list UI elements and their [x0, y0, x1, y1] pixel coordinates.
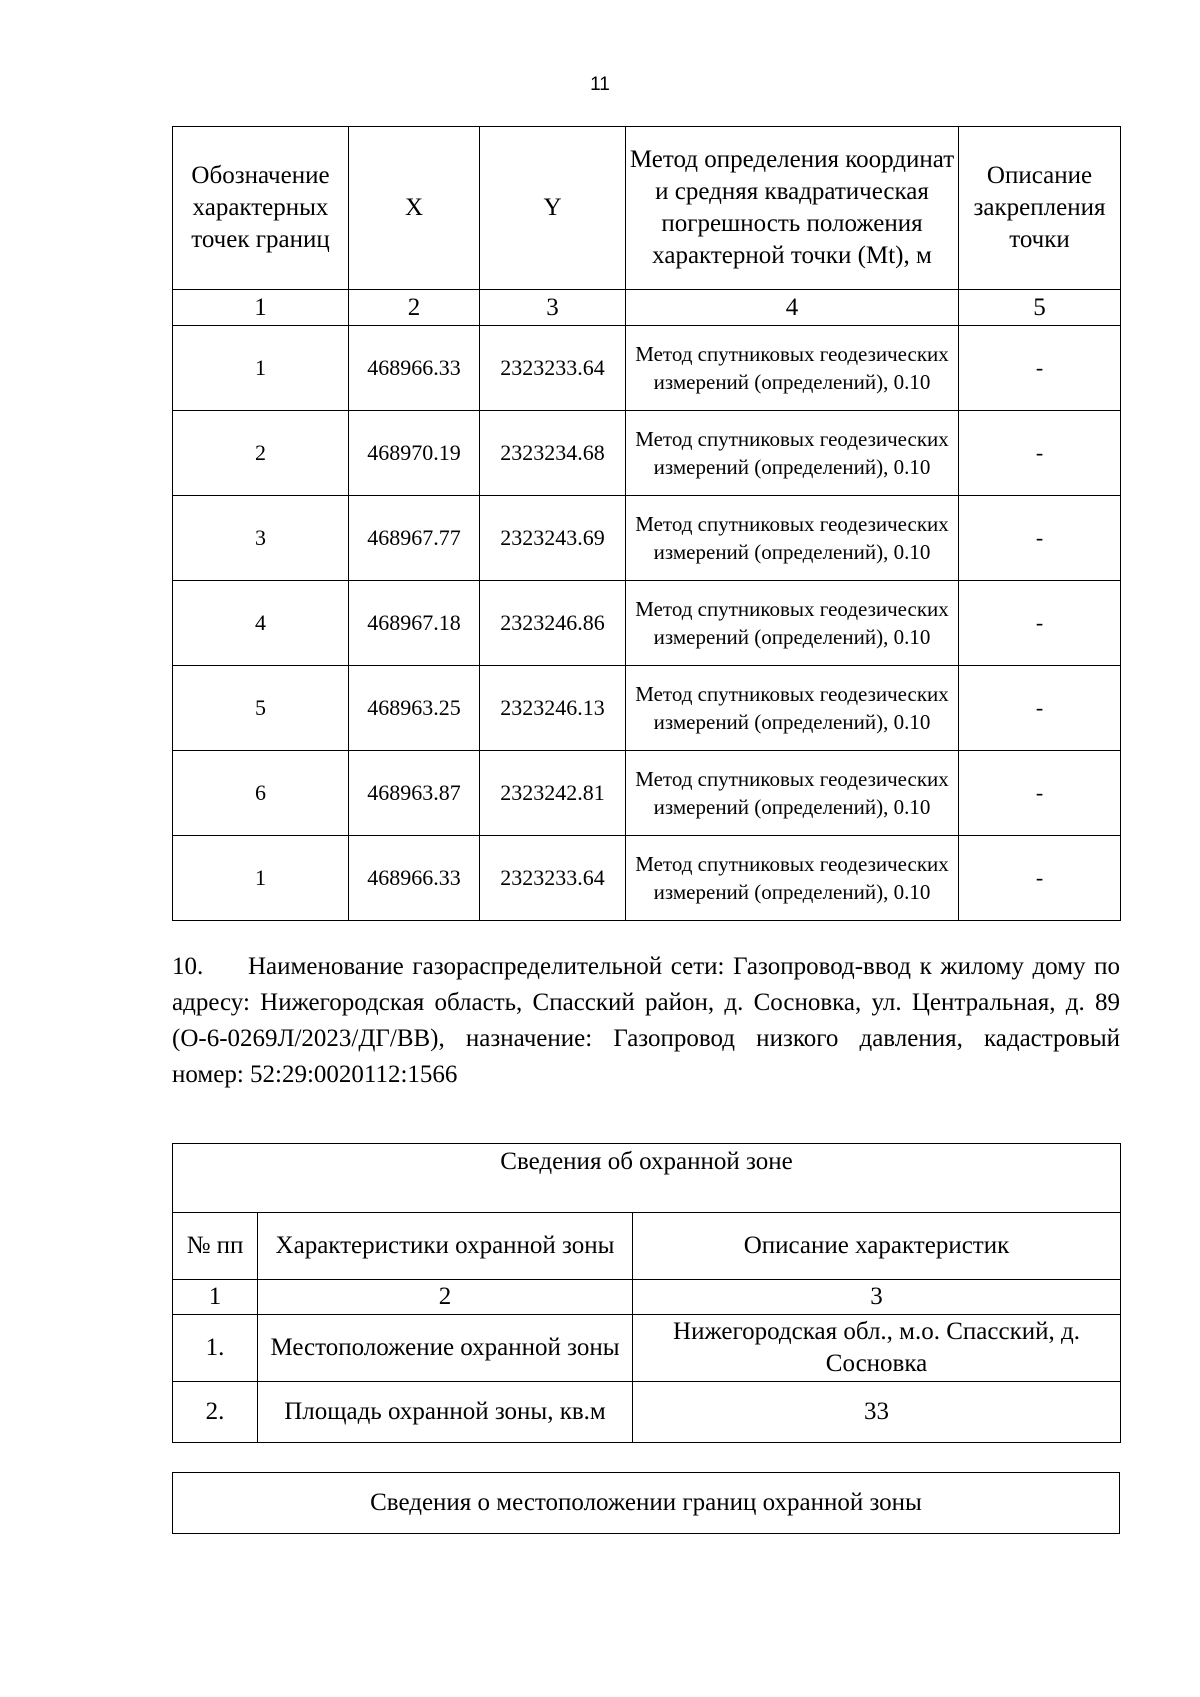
column-header: № пп — [173, 1213, 258, 1280]
x-coordinate: 468966.33 — [349, 836, 480, 921]
fixing-description: - — [959, 751, 1121, 836]
table-title-row — [173, 1473, 1120, 1534]
table-title-row — [173, 1144, 1121, 1213]
column-header: Y — [480, 127, 626, 290]
column-number: 2 — [258, 1280, 633, 1315]
table-row — [173, 1382, 1121, 1443]
x-coordinate: 468967.77 — [349, 496, 480, 581]
y-coordinate: 2323234.68 — [480, 411, 626, 496]
column-header: Описание закрепления точки — [959, 127, 1121, 290]
table-row — [173, 836, 1121, 921]
row-number: 1. — [173, 1315, 258, 1382]
column-number-row — [173, 1280, 1121, 1315]
x-coordinate: 468967.18 — [349, 581, 480, 666]
method-cell: Метод спутниковых геодезических измерений (определений), 0.10 — [626, 581, 959, 666]
point-id: 5 — [173, 666, 349, 751]
method-cell: Метод спутниковых геодезических измерений (определений), 0.10 — [626, 326, 959, 411]
table-title: Сведения о местоположении границ охранной зоны — [173, 1473, 1120, 1534]
column-header: Описание характеристик — [633, 1213, 1121, 1280]
row-number: 2. — [173, 1382, 258, 1443]
network-description-paragraph — [172, 949, 1120, 1093]
column-number: 5 — [959, 290, 1121, 326]
method-cell: Метод спутниковых геодезических измерений (определений), 0.10 — [626, 666, 959, 751]
column-number: 1 — [173, 1280, 258, 1315]
fixing-description: - — [959, 496, 1121, 581]
table-header-row — [173, 1213, 1121, 1280]
table-row — [173, 581, 1121, 666]
boundary-location-table — [172, 1472, 1120, 1534]
column-number: 4 — [626, 290, 959, 326]
x-coordinate: 468970.19 — [349, 411, 480, 496]
point-id: 2 — [173, 411, 349, 496]
y-coordinate: 2323233.64 — [480, 836, 626, 921]
y-coordinate: 2323243.69 — [480, 496, 626, 581]
fixing-description: - — [959, 836, 1121, 921]
point-id: 1 — [173, 326, 349, 411]
description-cell: Нижегородская обл., м.о. Спасский, д. Сосновка — [633, 1315, 1121, 1382]
method-cell: Метод спутниковых геодезических измерений (определений), 0.10 — [626, 496, 959, 581]
y-coordinate: 2323246.13 — [480, 666, 626, 751]
x-coordinate: 468963.87 — [349, 751, 480, 836]
coordinates-table — [172, 126, 1121, 921]
column-number: 3 — [633, 1280, 1121, 1315]
characteristic-cell: Местоположение охранной зоны — [258, 1315, 633, 1382]
table-row — [173, 411, 1121, 496]
y-coordinate: 2323233.64 — [480, 326, 626, 411]
column-header: Характеристики охранной зоны — [258, 1213, 633, 1280]
y-coordinate: 2323246.86 — [480, 581, 626, 666]
x-coordinate: 468966.33 — [349, 326, 480, 411]
method-cell: Метод спутниковых геодезических измерений (определений), 0.10 — [626, 411, 959, 496]
column-number-row — [173, 290, 1121, 326]
description-cell: 33 — [633, 1382, 1121, 1443]
table-header-row — [173, 127, 1121, 290]
method-cell: Метод спутниковых геодезических измерений (определений), 0.10 — [626, 836, 959, 921]
fixing-description: - — [959, 666, 1121, 751]
point-id: 3 — [173, 496, 349, 581]
column-header: X — [349, 127, 480, 290]
characteristic-cell: Площадь охранной зоны, кв.м — [258, 1382, 633, 1443]
point-id: 1 — [173, 836, 349, 921]
paragraph-text: Наименование газораспределительной сети: Газопровод-ввод к жилому дому по адресу: Нижегородская область, Спасский район, д. Сосновка, ул. Центральная, д. 89 (О-6-0269Л/2023/ДГ/ВВ), назначение: Газопровод низкого давления, кадастровый номер: 52:29:0020112:1566 — [172, 953, 1120, 1088]
y-coordinate: 2323242.81 — [480, 751, 626, 836]
fixing-description: - — [959, 326, 1121, 411]
page-number: 11 — [590, 74, 610, 95]
column-number: 3 — [480, 290, 626, 326]
point-id: 4 — [173, 581, 349, 666]
x-coordinate: 468963.25 — [349, 666, 480, 751]
fixing-description: - — [959, 581, 1121, 666]
table-row — [173, 666, 1121, 751]
table-title: Сведения об охранной зоне — [173, 1144, 1121, 1213]
paragraph-number: 10. — [172, 953, 204, 980]
table-row — [173, 1315, 1121, 1382]
column-header: Метод определения координат и средняя квадратическая погрешность положения характерной точки (Mt), м — [626, 127, 959, 290]
column-number: 1 — [173, 290, 349, 326]
method-cell: Метод спутниковых геодезических измерений (определений), 0.10 — [626, 751, 959, 836]
table-row — [173, 496, 1121, 581]
table-row — [173, 326, 1121, 411]
column-number: 2 — [349, 290, 480, 326]
column-header: Обозначение характерных точек границ — [173, 127, 349, 290]
fixing-description: - — [959, 411, 1121, 496]
protection-zone-table — [172, 1143, 1121, 1443]
table-row — [173, 751, 1121, 836]
point-id: 6 — [173, 751, 349, 836]
